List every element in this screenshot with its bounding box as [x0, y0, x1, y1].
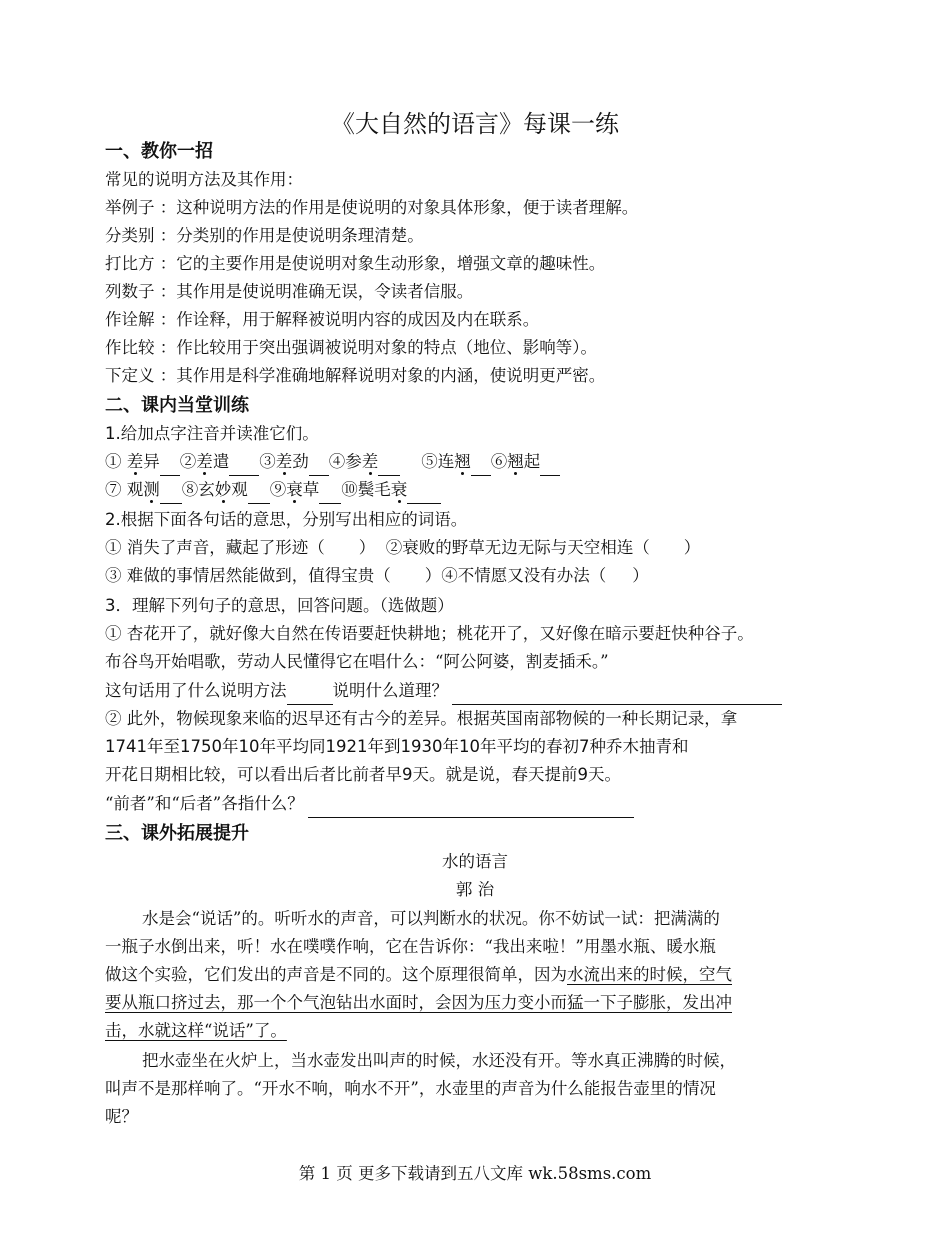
method-item: [105, 222, 865, 250]
item-mark: ⑧: [181, 480, 199, 499]
method-text: 作诠释，用于解释被说明内容的成因及内在联系。: [176, 310, 540, 329]
method-answer-blank[interactable]: [287, 684, 333, 705]
article-paragraph-line: [105, 989, 865, 1017]
item-mark: ①: [105, 538, 122, 557]
method-name: 分类别: [105, 226, 155, 245]
method-item: [105, 306, 865, 334]
method-text: 这种说明方法的作用是使说明的对象具体形象，便于读者理解。: [176, 198, 639, 217]
passage2-line: 1741年至1750年10年平均同1921年到1930年10年平均的春初7种乔木抽青和: [105, 737, 689, 756]
dotted-char: 差: [126, 452, 144, 471]
passage2-line: ② 此外，物候现象来临的迟早还有古今的差异。根据英国南部物候的一种长期记录，拿: [105, 709, 738, 728]
passage1-line: ① 杏花开了，就好像大自然在传语要赶快耕地；桃花开了，又好像在暗示要赶快种谷子。: [105, 624, 754, 643]
question1-prompt: [105, 420, 865, 448]
pinyin-row-2: [105, 476, 865, 504]
question-number: 3: [105, 596, 116, 615]
pinyin-item: ⑧玄妙观: [182, 480, 270, 499]
definition-text: 衰败的野草无边无际与天空相连（: [402, 538, 650, 557]
pinyin-item: ⑨衰草: [270, 480, 342, 499]
method-text: 它的主要作用是使说明对象生动形象，增强文章的趣味性。: [176, 254, 606, 273]
dotted-char: 衰: [390, 480, 408, 499]
method-sep: ：: [159, 198, 177, 217]
question-number: 2.: [105, 510, 121, 529]
answer-blank[interactable]: [160, 455, 180, 476]
answer-blank[interactable]: [248, 483, 270, 504]
item-mark: ⑦: [105, 480, 122, 499]
underlined-sentence: 要从瓶口挤过去，那一个个气泡钻出水面时，会因为压力变小而猛一下子膨胀，发出冲: [105, 993, 732, 1012]
definition-text: 不情愿又没有办法（: [457, 566, 607, 585]
section3-heading: 三、课外拓展提升: [105, 823, 249, 844]
answer-blank[interactable]: [319, 483, 341, 504]
dotted-char: 差: [361, 452, 379, 471]
article-paragraph-line: 一瓶子水倒出来，听！水在噗噗作响，它在告诉你：“我出来啦！”用墨水瓶、暖水瓶: [105, 937, 716, 956]
reason-answer-blank[interactable]: [452, 684, 782, 705]
passage2-line: 开花日期相比较，可以看出后者比前者早9天。就是说，春天提前9天。: [105, 765, 621, 784]
answer-blank[interactable]: [378, 455, 400, 476]
article-paragraph-line: 把水壶坐在火炉上，当水壶发出叫声的时候，水还没有开。等水真正沸腾的时候，: [142, 1051, 736, 1070]
word-row-1: ① 消失了声音，藏起了形迹（ ） ②衰败的野草无边无际与天空相连（ ）: [105, 538, 701, 557]
word-row-2: ③ 难做的事情居然能做到，值得宝贵（ ）④不情愿又没有办法（ ）: [105, 566, 649, 585]
former-latter-answer-blank[interactable]: [308, 797, 634, 818]
method-sep: ：: [159, 282, 177, 301]
question-text: 根据下面各句话的意思，分别写出相应的词语。: [120, 510, 468, 529]
underlined-sentence: 击，水就这样“说话”了。: [105, 1021, 287, 1040]
definition-text: 消失了声音，藏起了形迹（: [126, 538, 325, 557]
item-mark: ④: [441, 566, 458, 585]
method-name: 列数子: [105, 282, 155, 301]
pinyin-item: ⑥翘起: [491, 452, 561, 471]
answer-blank[interactable]: [160, 483, 182, 504]
item-mark: ②: [179, 452, 197, 471]
method-name: 作比较: [105, 338, 155, 357]
question2-prompt: [105, 506, 865, 534]
article-paragraph-line: 呢？: [105, 1107, 138, 1126]
method-text: 分类别的作用是使说明条理清楚。: [176, 226, 424, 245]
method-text: 其作用是科学准确地解释说明对象的内涵，使说明更严密。: [176, 366, 606, 385]
page-title: 《大自然的语言》每课一练: [331, 110, 619, 138]
method-name: 作诠解: [105, 310, 155, 329]
method-item: [105, 278, 865, 306]
passage1-line: 布谷鸟开始唱歌，劳动人民懂得它在唱什么：“阿公阿婆，割麦插禾。”: [105, 652, 609, 671]
section1-heading: 一、教你一招: [105, 141, 213, 162]
pinyin-item: ⑩鬓毛衰: [341, 480, 441, 499]
question3-prompt: [105, 592, 865, 620]
item-mark: ⑩: [341, 480, 358, 499]
pinyin-item: ⑤连翘: [421, 452, 491, 471]
question-number: 1.: [105, 424, 121, 443]
item-mark: ②: [385, 538, 403, 557]
item-mark: ⑤: [421, 452, 438, 471]
article-paragraph-line: [105, 1017, 865, 1045]
method-name: 下定义: [105, 366, 155, 385]
answer-blank[interactable]: [229, 455, 259, 476]
question-text: 给加点字注音并读准它们。: [120, 424, 319, 443]
article-author: 郭 治: [455, 880, 495, 899]
dotted-char: 差: [275, 452, 293, 471]
section2-heading: 二、课内当堂训练: [105, 395, 249, 416]
method-text: 其作用是使说明准确无误，令读者信服。: [176, 282, 474, 301]
article-paragraph-line: 叫声不是那样响了。“开水不响，响水不开”，水壶里的声音为什么能报告壶里的情况: [105, 1079, 716, 1098]
page-footer: 第 1 页 更多下载请到五八文库 wk.58sms.com: [298, 1164, 652, 1183]
item-mark: ④: [328, 452, 346, 471]
article-paragraph-line: 水是会“说话”的。听听水的声音，可以判断水的状况。你不妨试一试：把满满的: [142, 909, 720, 928]
dotted-char: 妙: [214, 480, 232, 499]
dotted-char: 翘: [507, 452, 524, 471]
method-item: [105, 250, 865, 278]
answer-blank[interactable]: [309, 455, 329, 476]
method-item: [105, 362, 865, 390]
method-name: 打比方: [105, 254, 155, 273]
item-mark: ③: [259, 452, 276, 471]
pinyin-item: ⑦ 观测: [105, 480, 182, 499]
item-mark: ⑥: [490, 452, 508, 471]
method-sep: ：: [159, 254, 177, 273]
method-text: 作比较用于突出强调被说明对象的特点（地位、影响等）。: [176, 338, 597, 357]
question-text: ．理解下列句子的意思，回答问题。（选做题）: [115, 596, 454, 615]
item-mark: ①: [105, 452, 122, 471]
method-sep: ：: [159, 310, 177, 329]
dotted-char: 差: [196, 452, 213, 471]
pinyin-item: ②差遣: [180, 452, 260, 471]
method-sep: ：: [159, 338, 177, 357]
article-paragraph-line: 做这个实验，它们发出的声音是不同的。这个原理很简单，因为水流出来的时候，空气: [105, 965, 732, 984]
dotted-char: 衰: [286, 480, 303, 499]
section1-intro: 常见的说明方法及其作用：: [105, 170, 303, 189]
question3-ask2: “前者”和“后者”各指什么？: [105, 790, 865, 818]
answer-blank[interactable]: [540, 455, 560, 476]
pinyin-item: ④参差: [329, 452, 401, 471]
question3-ask1: 这句话用了什么说明方法 说明什么道理？: [105, 677, 865, 705]
dotted-char: 测: [143, 480, 160, 499]
pinyin-item: ① 差异: [105, 452, 180, 471]
answer-blank[interactable]: [471, 455, 491, 476]
method-sep: ：: [159, 366, 177, 385]
method-item: [105, 334, 865, 362]
item-mark: ③: [105, 566, 122, 585]
method-item: [105, 194, 865, 222]
dotted-char: 翘: [454, 452, 471, 471]
method-name: 举例子: [105, 198, 155, 217]
pinyin-item: ③差劲: [259, 452, 329, 471]
definition-text: 难做的事情居然能做到，值得宝贵（: [126, 566, 391, 585]
method-sep: ：: [159, 226, 177, 245]
underlined-sentence: 水流出来的时候，空气: [567, 965, 732, 984]
item-mark: ⑨: [269, 480, 287, 499]
article-title: 水的语言: [442, 852, 508, 871]
answer-blank[interactable]: [407, 483, 441, 504]
pinyin-row-1: [105, 448, 865, 476]
